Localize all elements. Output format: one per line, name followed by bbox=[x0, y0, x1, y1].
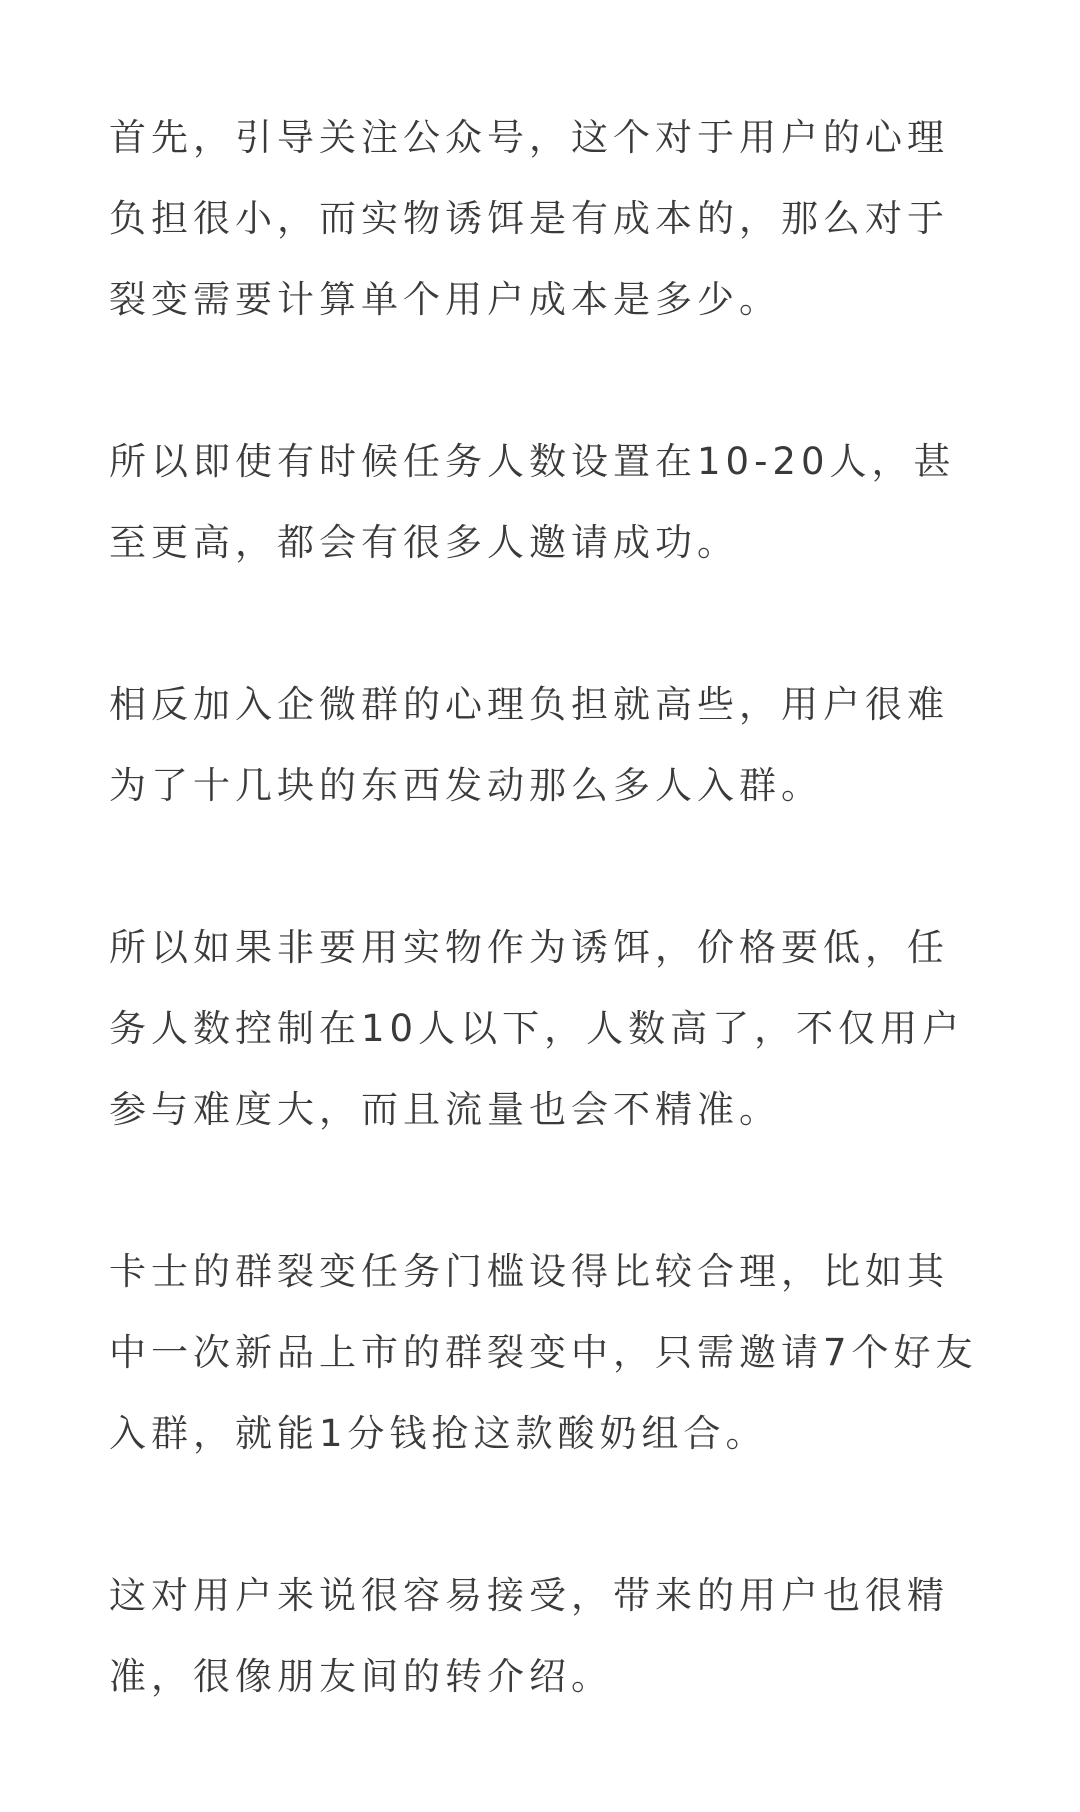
article-body bbox=[109, 97, 979, 1717]
paragraph: 首先，引导关注公众号，这个对于用户的心理负担很小，而实物诱饵是有成本的，那么对于裂变需要计算单个用户成本是多少。 bbox=[109, 116, 949, 321]
paragraph: 所以如果非要用实物作为诱饵，价格要低，任务人数控制在10人以下，人数高了，不仅用户参与难度大，而且流量也会不精准。 bbox=[109, 926, 965, 1131]
paragraph: 相反加入企微群的心理负担就高些，用户很难为了十几块的东西发动那么多人入群。 bbox=[109, 683, 949, 807]
paragraph: 所以即使有时候任务人数设置在10-20人，甚至更高，都会有很多人邀请成功。 bbox=[109, 440, 956, 564]
paragraph: 卡士的群裂变任务门槛设得比较合理，比如其中一次新品上市的群裂变中，只需邀请7个好友入群，就能1分钱抢这款酸奶组合。 bbox=[109, 1250, 978, 1455]
paragraph: 这对用户来说很容易接受，带来的用户也很精准，很像朋友间的转介绍。 bbox=[109, 1574, 949, 1698]
